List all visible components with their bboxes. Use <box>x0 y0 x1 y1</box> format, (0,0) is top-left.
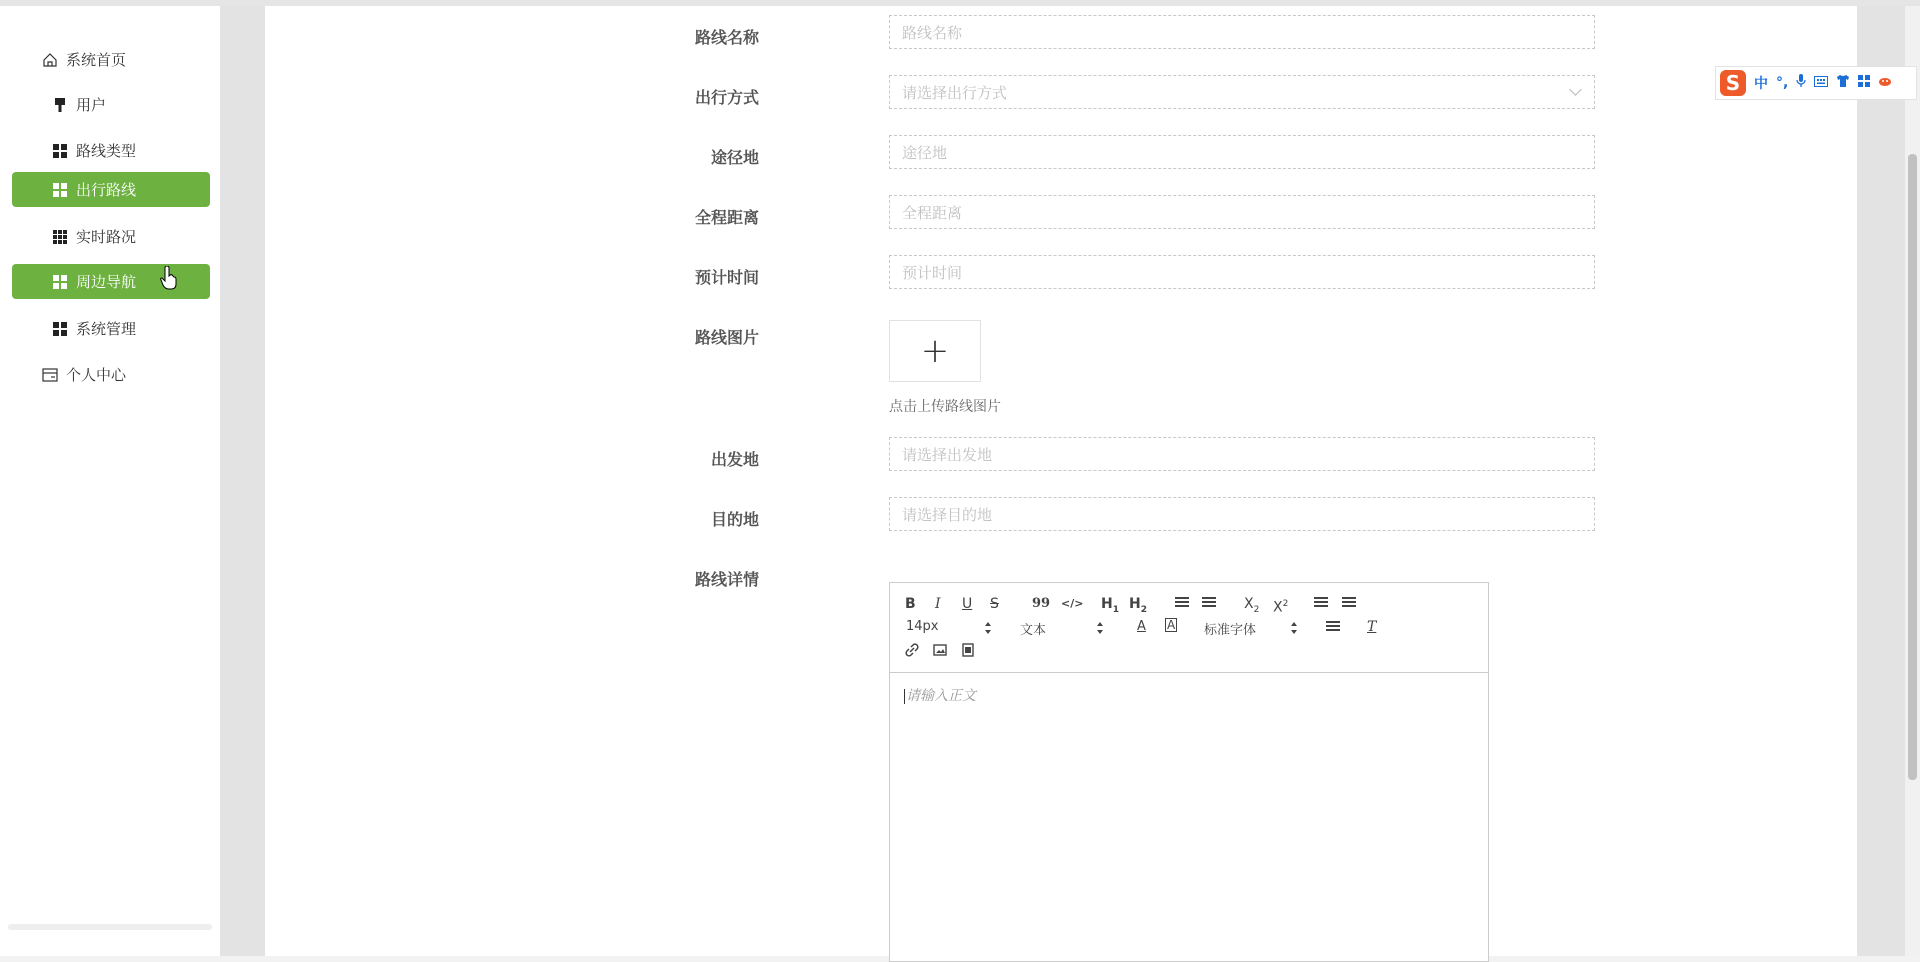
image-upload-button[interactable] <box>889 320 981 382</box>
destination-select[interactable] <box>889 497 1595 531</box>
font-family-arrows-icon <box>1291 622 1297 634</box>
clear-format-button[interactable]: T <box>1367 619 1377 635</box>
travel-mode-label: 出行方式 <box>694 88 759 107</box>
sidebar-item-system-manage[interactable] <box>12 311 210 346</box>
sidebar-item-label: 出行路线 <box>76 181 137 199</box>
h1-sub: 1 <box>1112 604 1119 615</box>
hand-cursor-icon <box>160 266 178 290</box>
h2-sub: 2 <box>1140 604 1147 615</box>
waypoints-input[interactable] <box>889 135 1595 169</box>
header-select[interactable]: 文本 <box>1020 623 1047 638</box>
link-button[interactable] <box>905 643 919 662</box>
bullet-list-icon <box>1202 597 1216 607</box>
departure-label: 出发地 <box>710 450 759 469</box>
travel-mode-select[interactable] <box>889 75 1595 109</box>
keyboard-icon[interactable] <box>1814 75 1828 91</box>
scrollbar-thumb[interactable] <box>1908 154 1917 780</box>
distance-placeholder: 全程距离 <box>902 203 963 222</box>
superscript-letter: X <box>1273 599 1283 616</box>
plus-icon: + <box>920 331 950 371</box>
route-name-input[interactable] <box>889 15 1595 49</box>
italic-button[interactable]: I <box>935 596 941 612</box>
sidebar-item-label: 路线类型 <box>76 142 137 160</box>
distance-input[interactable] <box>889 195 1595 229</box>
sogou-logo-icon[interactable]: S <box>1720 70 1746 96</box>
upload-hint: 点击上传路线图片 <box>889 399 1001 415</box>
video-button[interactable] <box>961 643 975 662</box>
superscript-mark: 2 <box>1282 599 1289 609</box>
grid-icon <box>52 143 68 159</box>
sidebar-item-route-type[interactable] <box>12 133 210 168</box>
travel-mode-placeholder: 请选择出行方式 <box>902 83 1008 102</box>
skin-shirt-icon[interactable] <box>1836 75 1850 91</box>
ime-mode-toggle[interactable]: 中 <box>1754 76 1768 92</box>
ordered-list-icon <box>1175 597 1189 607</box>
font-family-select[interactable]: 标准字体 <box>1204 623 1257 638</box>
destination-placeholder: 请选择目的地 <box>902 505 993 524</box>
grid9-icon <box>52 229 68 245</box>
indent-button[interactable] <box>1342 597 1356 607</box>
destination-label: 目的地 <box>710 510 759 529</box>
estimated-time-label: 预计时间 <box>694 268 759 287</box>
editor-toolbar <box>890 583 1488 673</box>
chevron-down-icon <box>1569 83 1582 96</box>
sidebar-scrollbar[interactable] <box>8 924 212 930</box>
card-icon <box>42 367 58 383</box>
text-caret <box>904 689 905 704</box>
route-image-label: 路线图片 <box>694 328 759 347</box>
header-arrows-icon <box>1097 622 1103 634</box>
indent-icon <box>1342 597 1356 607</box>
subscript-mark: 2 <box>1253 604 1260 615</box>
route-name-label: 路线名称 <box>694 28 759 47</box>
form-panel <box>265 6 1857 956</box>
sidebar-item-label: 系统管理 <box>76 320 137 338</box>
link-icon <box>905 643 919 657</box>
video-icon <box>961 643 975 657</box>
waypoints-label: 途径地 <box>710 148 759 167</box>
outdent-icon <box>1314 597 1328 607</box>
departure-select[interactable] <box>889 437 1595 471</box>
right-gutter <box>1857 6 1905 956</box>
sidebar-item-label: 实时路况 <box>76 228 137 246</box>
brush-icon <box>52 97 68 113</box>
sidebar-item-travel-route[interactable] <box>12 172 210 207</box>
sidebar-item-label: 用户 <box>76 96 107 114</box>
editor-placeholder: 请输入正文 <box>906 688 976 704</box>
subscript-letter: X <box>1244 596 1254 612</box>
code-block-button[interactable]: </> <box>1061 597 1084 610</box>
font-size-arrows-icon <box>985 622 991 634</box>
sidebar-item-label: 周边导航 <box>76 273 137 291</box>
estimated-time-input[interactable] <box>889 255 1595 289</box>
microphone-icon[interactable] <box>1796 74 1806 92</box>
toolbox-grid-icon[interactable] <box>1858 75 1870 91</box>
h1-letter: H <box>1101 596 1113 612</box>
superscript-button[interactable] <box>1273 595 1288 617</box>
ime-toolbar[interactable] <box>1715 66 1917 100</box>
bold-button[interactable]: B <box>905 596 916 612</box>
sidebar-item-realtime-traffic[interactable] <box>12 219 210 254</box>
blockquote-button[interactable]: 99 <box>1032 596 1051 611</box>
image-icon <box>933 643 947 657</box>
font-size-select[interactable]: 14px <box>906 619 939 634</box>
subscript-button[interactable] <box>1244 595 1259 619</box>
details-label: 路线详情 <box>694 570 759 589</box>
sidebar-item-label: 个人中心 <box>66 366 127 384</box>
departure-placeholder: 请选择出发地 <box>902 445 993 464</box>
waypoints-placeholder: 途径地 <box>902 143 948 162</box>
grid-icon <box>52 182 68 198</box>
h2-letter: H <box>1129 596 1141 612</box>
grid-icon <box>52 274 68 290</box>
font-color-icon[interactable]: A <box>1137 619 1146 634</box>
estimated-time-placeholder: 预计时间 <box>902 263 963 282</box>
sidebar <box>0 6 221 956</box>
sidebar-item-home[interactable] <box>12 42 210 77</box>
left-gutter <box>220 6 265 956</box>
sidebar-item-label: 系统首页 <box>66 51 127 69</box>
home-icon <box>42 52 58 68</box>
editor-content[interactable] <box>904 685 976 705</box>
ordered-list-button[interactable] <box>1175 597 1189 607</box>
strikethrough-button[interactable]: S <box>990 596 999 612</box>
ime-mascot-icon[interactable] <box>1878 75 1892 91</box>
align-button[interactable] <box>1326 621 1340 631</box>
align-icon <box>1326 621 1340 631</box>
grid-icon <box>52 321 68 337</box>
sidebar-item-user[interactable] <box>12 87 210 122</box>
underline-button[interactable]: U <box>962 596 973 612</box>
h1-button[interactable] <box>1101 595 1119 619</box>
ime-punctuation-toggle[interactable]: °, <box>1776 75 1789 91</box>
outdent-button[interactable] <box>1314 597 1328 607</box>
sidebar-item-nearby-nav[interactable] <box>12 264 210 299</box>
vertical-scrollbar[interactable] <box>1905 6 1920 956</box>
background-color-icon[interactable]: A <box>1167 618 1176 632</box>
route-name-placeholder: 路线名称 <box>902 23 963 42</box>
bullet-list-button[interactable] <box>1202 597 1216 607</box>
rich-text-editor <box>889 582 1489 962</box>
image-button[interactable] <box>933 643 947 662</box>
h2-button[interactable] <box>1129 595 1147 619</box>
distance-label: 全程距离 <box>694 208 759 227</box>
sidebar-item-personal-center[interactable] <box>12 357 210 392</box>
